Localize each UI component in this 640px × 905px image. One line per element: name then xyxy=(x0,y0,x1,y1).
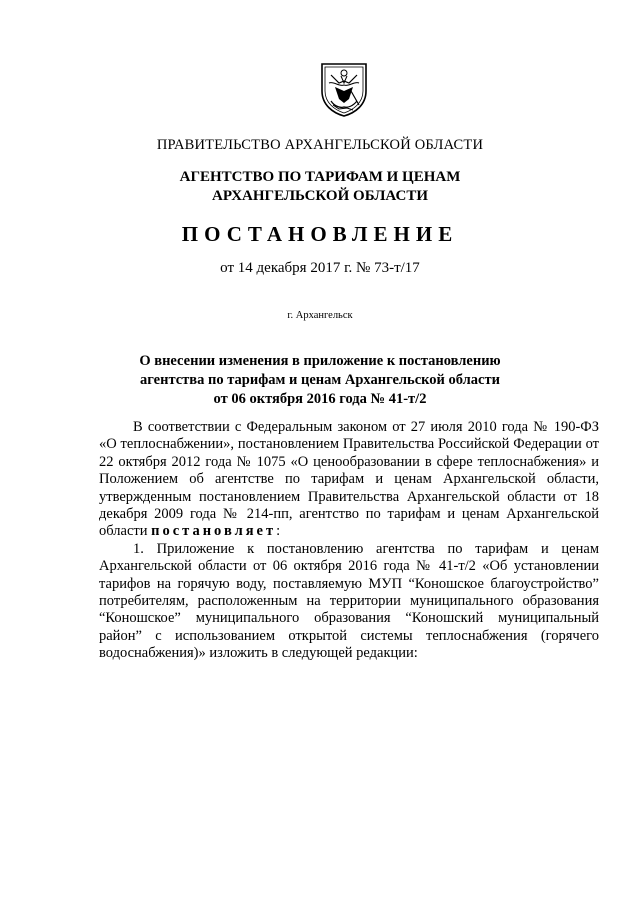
paragraph-item-1: 1. Приложение к постановлению агентства по тарифам и ценам Архангельской области от 06 октября 2016 года № 41-т/2 «Об установлении тарифов на горячую воду, поставляемую МУП “Коношское благоустройство” потребителям, расположенным на территории муниципального образования “Коношское” муниципального образования “Коношский муниципальный район” с использованием открытой системы теплоснабжения (горячего водоснабжения)» изложить в следующей редакции: xyxy=(99,540,599,662)
coat-of-arms-icon xyxy=(319,61,369,117)
agency-name xyxy=(0,168,640,206)
date-number: от 14 декабря 2017 г. № 73-т/17 xyxy=(220,260,420,276)
document-type: ПОСТАНОВЛЕНИЕ xyxy=(181,222,459,246)
document-body xyxy=(99,419,599,663)
city: г. Архангельск xyxy=(287,310,353,321)
subject-line3: от 06 октября 2016 года № 41-т/2 xyxy=(213,391,427,407)
document-subject xyxy=(40,352,600,409)
subject-line1: О внесении изменения в приложение к постановлению xyxy=(139,353,501,369)
preamble-end: : xyxy=(276,523,281,540)
agency-name-line2: АРХАНГЕЛЬСКОЙ ОБЛАСТИ xyxy=(212,188,428,204)
preamble-text: В соответствии с Федеральным законом от 27 июля 2010 года № 190-ФЗ «О теплоснабжении», постановлением Правительства Российской Федерации от 22 октября 2012 года № 1075 «О ценообразовании в сфере теплоснабжения» и Положением об агентстве по тарифам и ценам Архангельской области, утвержденным постановлением Правительства Архангельской области от 18 декабря 2009 года № 214-пп, агентство по тарифам и ценам Архангельской области xyxy=(99,419,599,540)
resolution-keyword: постановляет xyxy=(151,523,277,540)
agency-name-line1: АГЕНТСТВО ПО ТАРИФАМ И ЦЕНАМ xyxy=(179,169,461,185)
subject-line2: агентства по тарифам и ценам Архангельской области xyxy=(140,372,500,388)
government-name: ПРАВИТЕЛЬСТВО АРХАНГЕЛЬСКОЙ ОБЛАСТИ xyxy=(156,137,484,153)
paragraph-preamble xyxy=(99,419,599,541)
